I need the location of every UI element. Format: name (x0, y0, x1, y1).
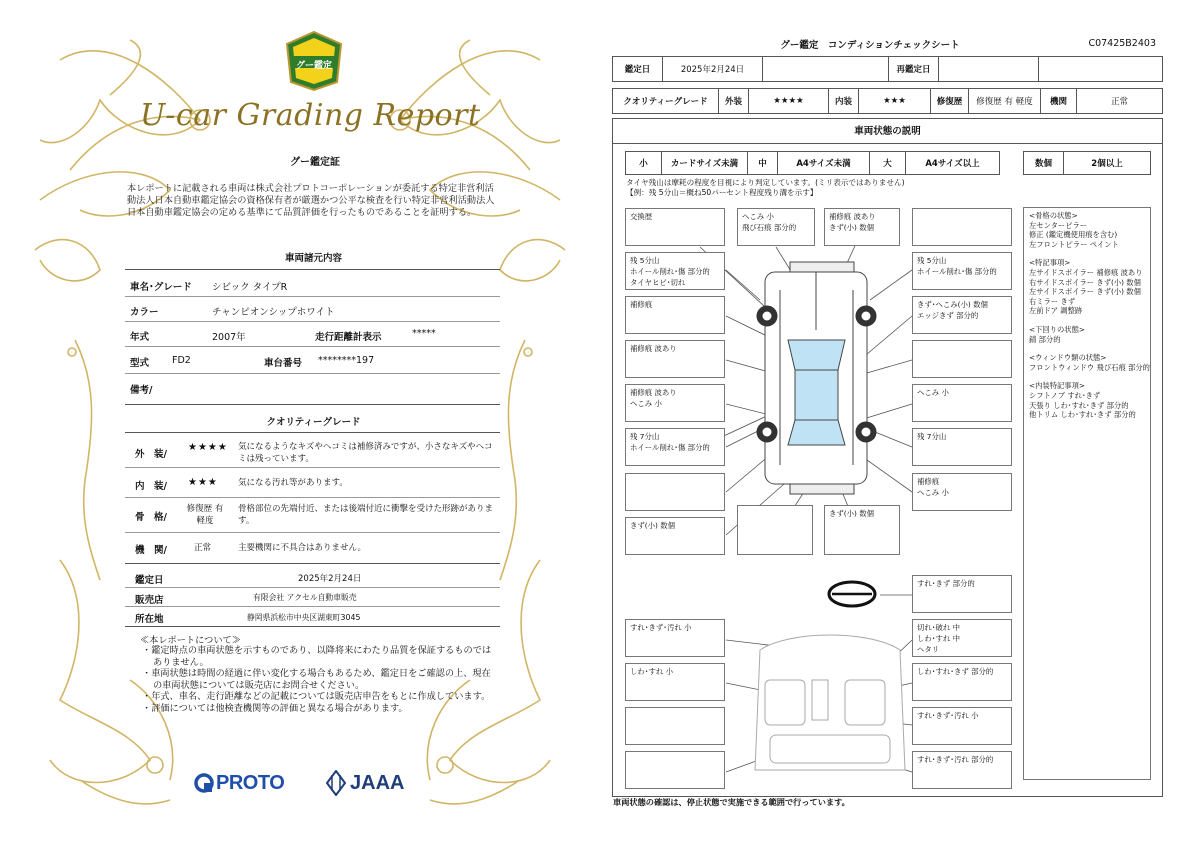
box-text: すれ･きず･汚れ 部分的 (917, 755, 994, 764)
remarks-label: 備考/ (130, 385, 153, 396)
interior-seat-diagram (755, 635, 905, 770)
note-line: シフトノブ すれ･きず (1029, 390, 1101, 400)
box-text: きず･へこみ(小) 数個 (917, 300, 988, 309)
chassis-value: ********197 (318, 355, 375, 366)
note-line: 右サイドスポイラー きず(小) 数個 (1029, 277, 1141, 287)
damage-box-right-front-door (912, 340, 1012, 378)
box-text: エッジきず 部分的 (917, 311, 979, 320)
interior-stars: ★★★ (859, 89, 931, 113)
note-line: フロントウィンドウ 飛び石痕 部分的 (1029, 362, 1150, 372)
car-top-view (765, 262, 867, 494)
note-line: 天張り しわ･すれ･きず 部分的 (1029, 400, 1129, 410)
dealer-value: 有限会社 アクセル自動車販売 (253, 593, 357, 602)
note-heading: <ウィンドウ類の状態> (1029, 353, 1107, 363)
certificate-statement: 本レポートに記載される車両は株式会社プロトコーポレーションが委託する特定非営利活動法人日本自動車鑑定協会の資格保有者が厳選かつ公平な検査を行い特定非営利活動法人日本自動車鑑定協会の定める基準にて品質評価を行ったものであることを証明する。 (127, 183, 495, 218)
interior-box-door-trim (912, 663, 1012, 701)
repair-history-label: 修復歴 (931, 89, 969, 113)
size-small-desc: カードサイズ未満 (662, 152, 748, 174)
tire-box-rear-left (625, 428, 725, 466)
repair-history-value: 修復歴 有 軽度 (969, 89, 1041, 113)
tire-note-line: タイヤ残山は摩耗の程度を目視により判定しています。(ミリ表示ではありません) (626, 178, 905, 187)
grade-interior-label: 内 装/ (135, 481, 167, 492)
tire-box-rear-right (912, 428, 1012, 466)
tire-box-front-right (912, 252, 1012, 290)
damage-box-front-right-corner (912, 208, 1012, 246)
proto-logo: PROTO (216, 772, 285, 794)
damage-box-left-fender (625, 296, 725, 334)
grade-engine-value: 正常 (194, 543, 212, 553)
grade-engine-text: 主要機関に不具合はありません。 (238, 543, 367, 553)
size-large-label: 大 (870, 152, 906, 174)
note-line: 左前ドア 調整跡 (1029, 306, 1083, 316)
sheet-footer-note: 車両状態の確認は、停止状態で実施できる範囲で行っています。 (613, 797, 850, 807)
quality-grade-title: クオリティーグレード (266, 417, 361, 428)
note-line: 錆 部分的 (1029, 334, 1061, 344)
box-text: 交換歴 (630, 212, 653, 221)
interior-box-console (912, 707, 1012, 745)
size-small-label: 小 (626, 152, 662, 174)
note-item: ・ 年式、車名、走行距離などの記載については販売店申告をもとに作成しています。 (142, 691, 492, 703)
interior-label: 内装 (829, 89, 859, 113)
box-text: 残 7分山 (917, 432, 947, 441)
note-line: 修正 (鑑定機使用痕を含む) (1029, 230, 1118, 240)
note-heading: <特記事項> (1029, 258, 1071, 268)
box-text: 飛び石痕 部分的 (742, 223, 797, 232)
grade-exterior-text: 気になるようなキズやヘコミは補修済みですが、小さなキズやヘコミは残っています。 (238, 442, 493, 464)
note-item: ・ 鑑定時点の車両状態を示すものであり、以降将来にわたり品質を保証するものではありません。 (142, 645, 492, 668)
engine-value: 正常 (1110, 97, 1128, 107)
quality-grade-label: クオリティーグレード (613, 89, 719, 113)
address-value: 静岡県浜松市中央区湖東町3045 (247, 613, 361, 622)
exterior-stars: ★★★★ (749, 89, 829, 113)
interior-box-rear-left (625, 751, 725, 789)
damage-box-left-front-door (625, 340, 725, 378)
box-text: へこみ 小 (742, 212, 774, 221)
box-text: 補修痕 波あり (829, 212, 876, 221)
mileage-label: 走行距離計表示 (315, 332, 382, 343)
box-text: 残 5分山 (917, 256, 947, 265)
condition-notes-box (1023, 207, 1151, 780)
note-line: 左フロントピラー ペイント (1029, 239, 1119, 249)
note-heading: <下回りの状態> (1029, 324, 1086, 334)
note-item: ・ 評価については他検査機関等の評価と異なる場合があります。 (142, 703, 492, 715)
appraisal-date-value: 2025年2月24日 (298, 574, 362, 584)
grade-frame-label: 骨 格/ (135, 512, 167, 523)
appraisal-date-label: 鑑定日 (613, 57, 663, 81)
notes-title: ≪本レポートについて≫ (140, 635, 241, 646)
box-text: きず(小) 数個 (829, 509, 875, 518)
size-large-desc: A4サイズ以上 (925, 159, 980, 169)
grade-frame-text: 骨格部位の先端付近、または後端付近に衝撃を受けた形跡があります。 (238, 504, 494, 526)
window-group (1029, 353, 1150, 372)
appraisal-date-value: 2025年2月24日 (663, 57, 763, 81)
sheet-code: C07425B2403 (1088, 38, 1156, 49)
color-value: チャンピオンシップホワイト (212, 307, 335, 318)
special-notes-group (1029, 258, 1145, 316)
chassis-label: 車台番号 (264, 358, 303, 369)
box-text: しわ･すれ･きず 部分的 (917, 667, 994, 676)
note-item: ・ 車両状態は時間の経過に伴い変化する場合もあるため、鑑定日をご確認の上、現在の車両状態については販売店にお問合せください。 (142, 668, 492, 691)
interior-box-headliner (625, 619, 725, 657)
frame-status-group (1029, 211, 1145, 249)
box-text: 補修痕 (917, 477, 940, 486)
grade-engine-label: 機 関/ (135, 545, 167, 556)
box-text: きず(小) 数個 (829, 223, 875, 232)
size-mid-desc: A4サイズ未満 (778, 152, 870, 174)
box-text: へこみ 小 (917, 388, 949, 397)
appraisal-date-label: 鑑定日 (135, 575, 164, 586)
tire-box-front-left (625, 252, 725, 290)
box-text: ホイール削れ･傷 部分的 (630, 267, 710, 276)
count-desc: 2個以上 (1091, 159, 1123, 169)
address-label: 所在地 (135, 614, 164, 625)
year-label: 年式 (130, 332, 150, 343)
jaaa-logo: JAAA (350, 772, 405, 794)
interior-box-steering (912, 575, 1012, 613)
box-text: へこみ 小 (917, 488, 949, 497)
damage-box-left-rear-door (625, 384, 725, 422)
box-text: ホイール削れ･傷 部分的 (630, 443, 710, 452)
report-script-title: U-car Grading Report (140, 98, 481, 133)
damage-box-front-right (824, 208, 900, 246)
box-text: 補修痕 (630, 300, 653, 309)
dealer-label: 販売店 (135, 595, 164, 606)
steering-wheel-icon (829, 582, 875, 606)
damage-box-left-quarter (625, 473, 725, 511)
color-label: カラー (130, 307, 159, 318)
interior-box-rear-seat (912, 751, 1012, 789)
damage-box-right-fender (912, 296, 1012, 334)
box-text: へこみ 小 (630, 399, 662, 408)
box-text: きず(小) 数個 (630, 521, 676, 530)
specs-title: 車両諸元内容 (284, 253, 342, 264)
note-line: 右ミラー きず (1029, 296, 1076, 306)
box-text: 補修痕 波あり (630, 344, 677, 353)
damage-box-front-left (625, 208, 725, 246)
interior-box-passenger-seat (625, 663, 725, 701)
box-text: すれ･きず 部分的 (917, 579, 975, 588)
size-mid-label: 中 (748, 152, 778, 174)
damage-box-rear-left (625, 517, 725, 555)
box-text: すれ･きず･汚れ 小 (917, 711, 979, 720)
damage-box-right-quarter (912, 473, 1012, 511)
year-value: 2007年 (212, 332, 246, 343)
damage-box-rear-bumper (737, 505, 813, 555)
box-text: ヘタリ (917, 645, 940, 654)
interior-box-left-trim (625, 707, 725, 745)
box-text: 補修痕 波あり (630, 388, 677, 397)
box-text: ホイール削れ･傷 部分的 (917, 267, 997, 276)
grade-interior-text: 気になる汚れ等があります。 (238, 478, 348, 488)
model-value: FD2 (172, 355, 191, 366)
exterior-label: 外装 (719, 89, 749, 113)
note-line: 他トリム しわ･すれ･きず 部分的 (1029, 410, 1136, 420)
note-heading: <内装特記事項> (1029, 381, 1086, 391)
count-label: 数個 (1024, 152, 1064, 174)
note-line: 左センターピラー (1029, 220, 1088, 230)
car-name-label: 車名･グレード (130, 282, 192, 293)
mileage-value: ***** (412, 328, 436, 339)
interior-box-driver-seat (912, 619, 1012, 657)
grade-interior-stars: ★★★ (188, 477, 218, 488)
car-name-value: シビック タイプR (212, 282, 288, 293)
badge-label: グー鑑定 (295, 61, 332, 71)
box-text: 切れ･破れ 中 (917, 623, 960, 632)
grade-frame-value: 修復歴 有 軽度 (186, 504, 224, 526)
box-text: 残 5分山 (630, 256, 660, 265)
grade-exterior-stars: ★★★★ (188, 442, 228, 453)
box-text: すれ･きず･汚れ 小 (630, 623, 692, 632)
damage-box-right-rear-door (912, 384, 1012, 422)
note-heading: <骨格の状態> (1029, 211, 1078, 220)
note-line: 左サイドスポイラー きず(小) 数個 (1029, 287, 1141, 297)
certificate-heading: グー鑑定証 (290, 157, 340, 168)
model-label: 型式 (130, 358, 150, 369)
grade-exterior-label: 外 装/ (135, 449, 167, 460)
box-text: 残 7分山 (630, 432, 660, 441)
note-line: 左サイドスポイラー 補修痕 波あり (1029, 267, 1143, 277)
underbody-group (1029, 325, 1145, 344)
reappraisal-date-label: 再鑑定日 (889, 57, 939, 81)
engine-label: 機関 (1041, 89, 1077, 113)
sheet-title: グー鑑定 コンディションチェックシート (780, 40, 960, 51)
interior-notes-group (1029, 381, 1145, 419)
box-text: しわ･すれ 小 (630, 667, 673, 676)
box-text: タイヤヒビ･切れ (630, 278, 686, 287)
tire-note-line: 【例：残 5分山＝概ね50パーセント程度残り溝を示す】 (626, 188, 818, 197)
damage-box-front-bumper (737, 208, 815, 246)
damage-box-rear-right (824, 505, 900, 555)
vehicle-condition-title: 車両状態の説明 (613, 119, 1162, 144)
box-text: しわ･すれ 中 (917, 634, 960, 643)
